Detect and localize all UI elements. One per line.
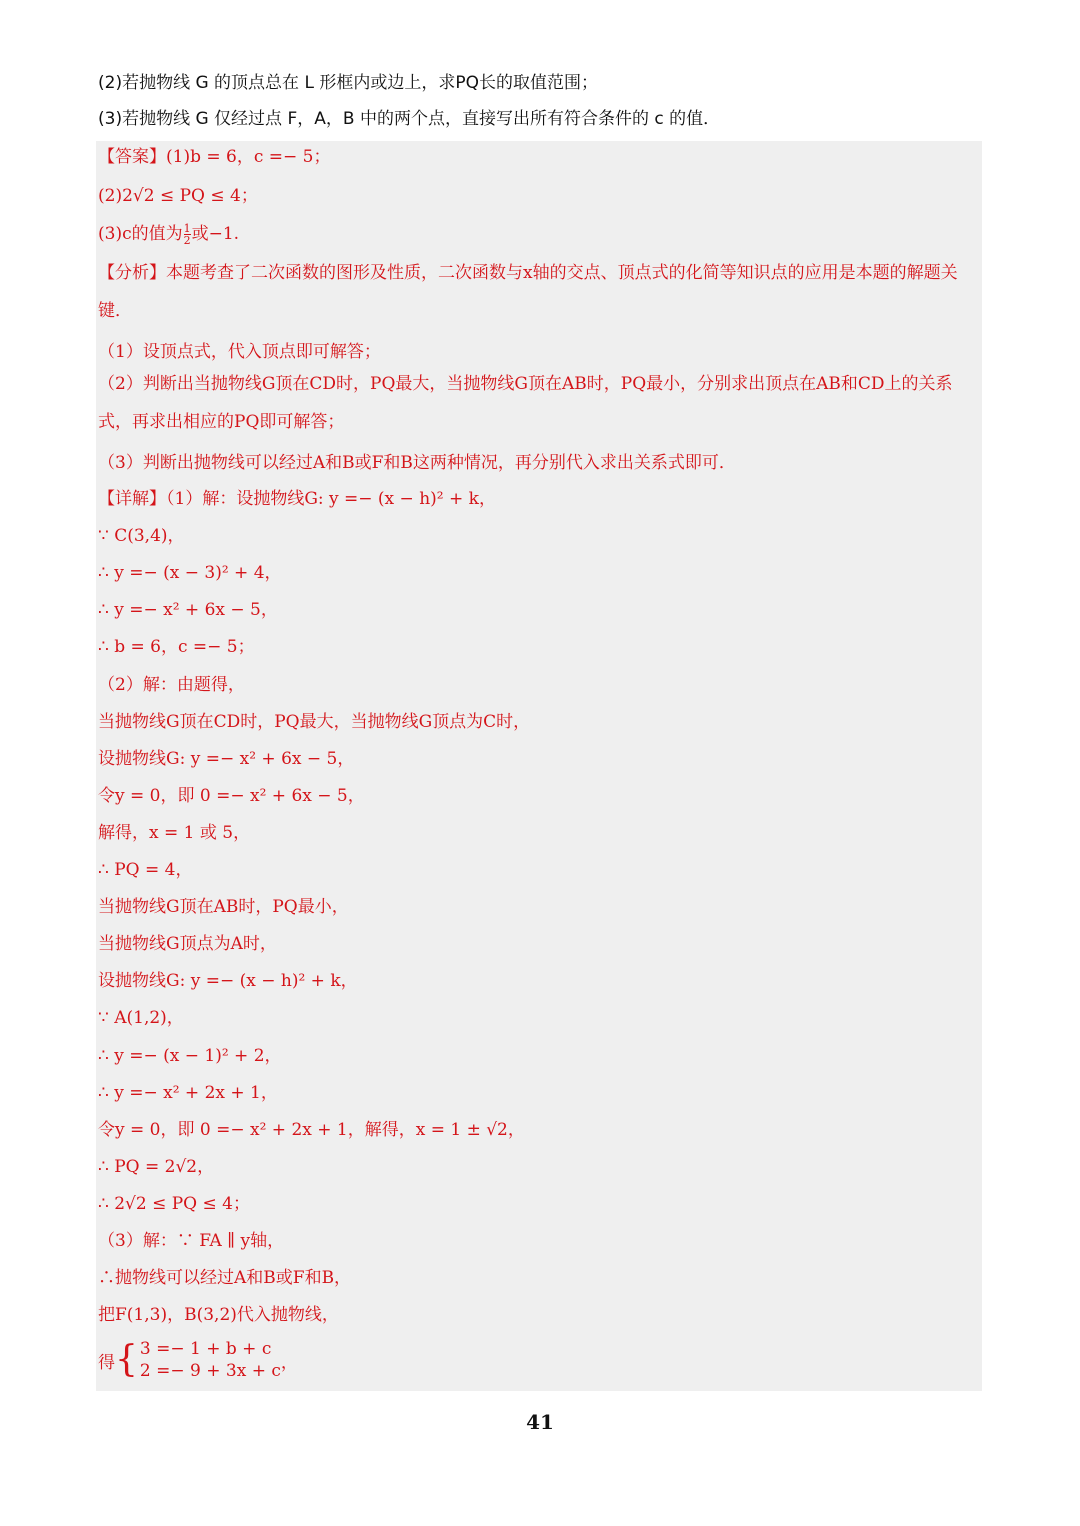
solution-line-9: 令y = 0，即 0 =− x² + 6x − 5， [98,786,365,806]
solution-line-20: ∴ 2√2 ≤ PQ ≤ 4； [98,1194,250,1214]
analysis-point-2: （2）判断出当抛物线G顶在CD时，PQ最大，当抛物线G顶在AB时，PQ最小，分别求出顶点在AB和CD上的关系式，再求出相应的PQ即可解答； [98,374,953,432]
solution-line-6: （2）解：由题得， [98,675,245,695]
page-number: 41 [526,1410,554,1434]
system-prefix: 得 [98,1352,115,1373]
answer-line-3 [98,219,239,246]
solution-line-15: ∵ A(1,2)， [98,1008,184,1028]
answer-line-2: (2)2√2 ≤ PQ ≤ 4； [98,186,258,206]
analysis-point-1: （1）设顶点式，代入顶点即可解答； [98,342,381,362]
solution-line-4: ∴ y =− x² + 6x − 5， [98,600,278,620]
solution-line-12: 当抛物线G顶在AB时，PQ最小， [98,897,349,917]
fraction-numerator: 1 [183,222,191,235]
solution-line-23: 把F(1,3)，B(3,2)代入抛物线， [98,1305,339,1325]
solution-line-18: 令y = 0，即 0 =− x² + 2x + 1，解得，x = 1 ± √2， [98,1120,525,1140]
answer-line-1: 【答案】(1)b = 6，c =− 5； [98,147,331,167]
solution-line-13: 当抛物线G顶点为A时， [98,934,277,954]
solution-line-3: ∴ y =− (x − 3)² + 4， [98,563,282,583]
left-brace-icon: { [115,1339,138,1380]
solution-line-22: ∴抛物线可以经过A和B或F和B， [98,1268,352,1288]
analysis-text: 【分析】本题考查了二次函数的图形及性质，二次函数与x轴的交点、顶点式的化简等知识点的应用是本题的解题关键． [98,263,958,321]
system-row-1: 3 =− 1 + b + c [139,1339,272,1359]
fraction-denominator: 2 [183,234,191,247]
question-part-2: (2)若抛物线 G 的顶点总在 L 形框内或边上，求PQ长的取值范围； [98,73,598,93]
solution-line-1: 【详解】（1）解：设抛物线G: y =− (x − h)² + k， [98,489,496,509]
solution-line-21: （3）解：∵ FA ∥ y轴， [98,1231,285,1251]
solution-line-5: ∴ b = 6，c =− 5； [98,637,255,657]
solution-line-7: 当抛物线G顶在CD时，PQ最大，当抛物线G顶点为C时， [98,712,531,732]
solution-line-8: 设抛物线G: y =− x² + 6x − 5， [98,749,355,769]
question-part-3: (3)若抛物线 G 仅经过点 F，A，B 中的两个点，直接写出所有符合条件的 c 的值． [98,109,721,129]
analysis-point-3: （3）判断出抛物线可以经过A和B或F和B这两种情况，再分别代入求出关系式即可． [98,453,736,473]
solution-line-11: ∴ PQ = 4， [98,860,193,880]
solution-line-10: 解得，x = 1 或 5， [98,823,251,843]
solution-line-17: ∴ y =− x² + 2x + 1， [98,1083,278,1103]
equation-system [98,1338,298,1382]
solution-line-2: ∵ C(3,4)， [98,526,185,546]
solution-line-16: ∴ y =− (x − 1)² + 2， [98,1046,282,1066]
system-suffix: ， [280,1352,298,1373]
system-row-2: 2 =− 9 + 3x + c [139,1361,281,1381]
solution-line-19: ∴ PQ = 2√2， [98,1157,215,1177]
answer-line-3-prefix: (3)c的值为 [98,224,183,244]
solution-line-14: 设抛物线G: y =− (x − h)² + k， [98,971,358,991]
fraction-one-half [184,223,191,246]
answer-line-3-suffix: 或−1. [191,224,240,244]
